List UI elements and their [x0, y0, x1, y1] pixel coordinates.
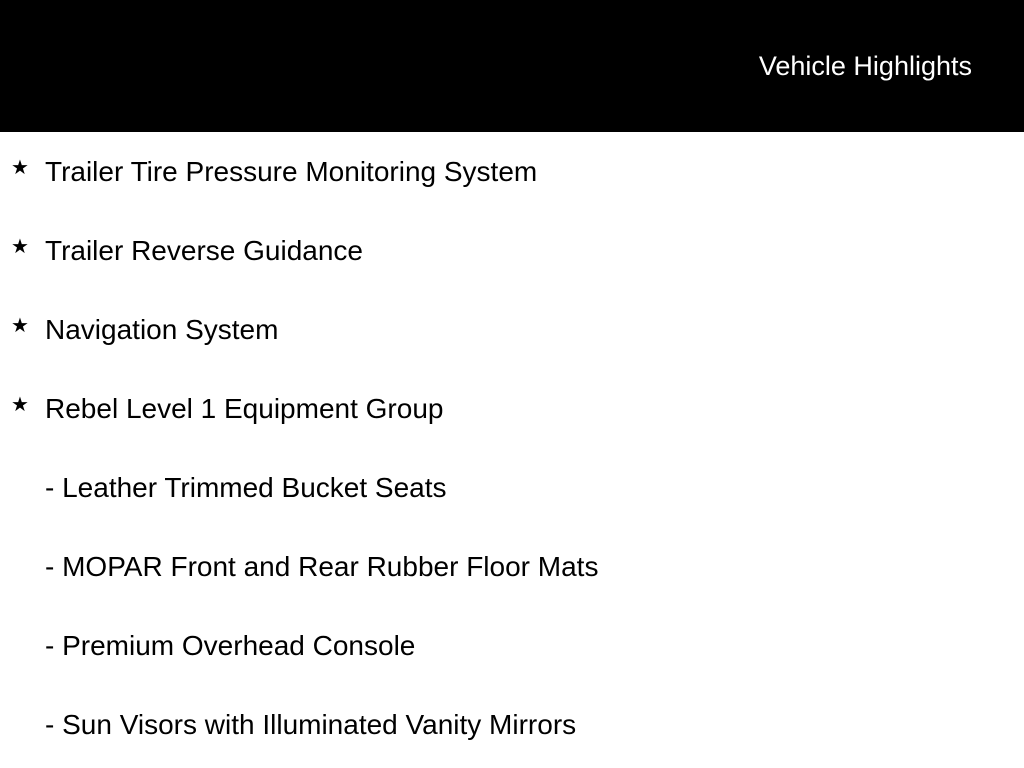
page-title: Vehicle Highlights	[758, 51, 972, 81]
list-item	[0, 155, 1024, 195]
list-item-label: Navigation System	[45, 314, 279, 345]
list-item	[0, 313, 1024, 353]
list-subitem	[0, 708, 1024, 748]
list-item	[0, 234, 1024, 274]
list-subitem	[0, 550, 1024, 590]
list-item	[0, 392, 1024, 432]
list-item-label: Trailer Tire Pressure Monitoring System	[45, 156, 538, 187]
star-icon: ★	[11, 234, 29, 258]
star-icon: ★	[11, 155, 29, 179]
list-subitem-label: - MOPAR Front and Rear Rubber Floor Mats	[45, 551, 599, 582]
list-item-label: Rebel Level 1 Equipment Group	[45, 393, 444, 424]
list-subitem	[0, 471, 1024, 511]
star-icon: ★	[11, 313, 29, 337]
list-subitem-label: - Premium Overhead Console	[45, 630, 416, 661]
list-subitem	[0, 629, 1024, 669]
list-subitem-label: - Leather Trimmed Bucket Seats	[45, 472, 447, 503]
list-subitem-label: - Sun Visors with Illuminated Vanity Mirrors	[45, 709, 577, 740]
list-item-label: Trailer Reverse Guidance	[45, 235, 363, 266]
star-icon: ★	[11, 392, 29, 416]
